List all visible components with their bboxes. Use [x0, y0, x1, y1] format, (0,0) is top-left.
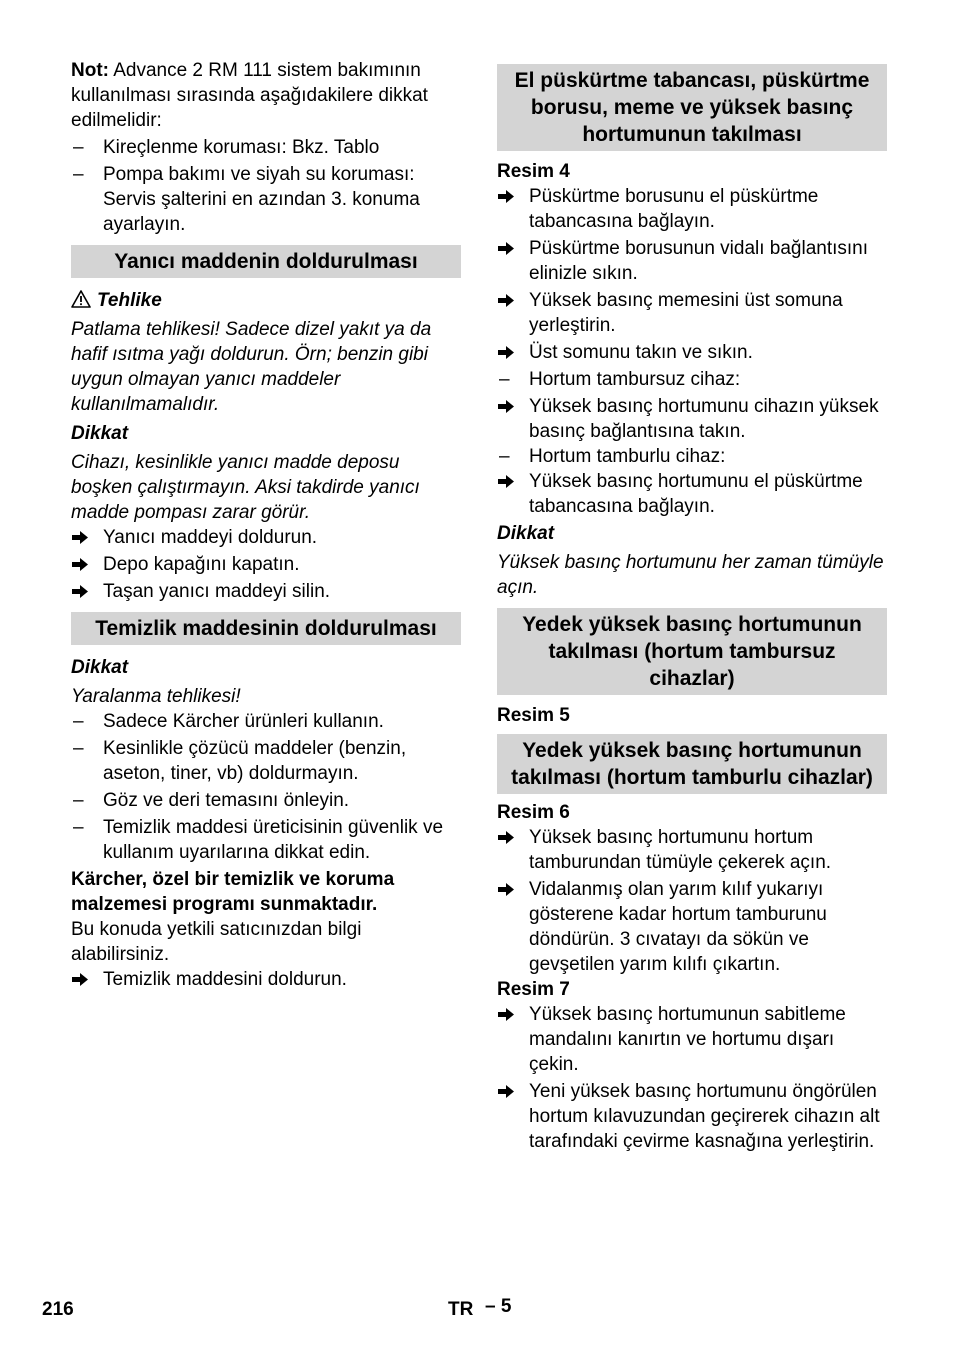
caution-text: Yaralanma tehlikesi! [71, 686, 241, 707]
list-item: – Kireçlenme koruması: Bkz. Tablo [73, 137, 380, 158]
list-item: Yüksek basınç hortumunu el püskürtme tabancasına bağlayın. [497, 469, 887, 519]
arrow-right-icon [497, 1079, 525, 1099]
caution-text: Cihazı, kesinlikle yanıcı madde deposu boşken çalıştırmayın. Aksi takdirde yanıcı madde pompası zarar görür. [71, 452, 420, 523]
list-item: Püskürtme borusunu el püskürtme tabancasına bağlayın. [497, 184, 887, 234]
left-column [71, 58, 461, 992]
caution-label: Dikkat [71, 657, 129, 678]
list-item: Depo kapağını kapatın. [71, 552, 461, 577]
list-item: – Kesinlikle çözücü maddeler (benzin, aseton, tiner, vb) doldurmayın. [73, 738, 407, 784]
note-label: Not: [71, 60, 109, 81]
section-page-ref: – 5 [485, 1296, 512, 1317]
list-item: Yüksek basınç hortumunu cihazın yüksek basınç bağlantısına takın. [497, 394, 887, 444]
list-item: Yüksek basınç hortumunun sabitleme mandalını kanırtın ve hortumu dışarı çekin. [497, 1002, 887, 1077]
arrow-right-icon [71, 579, 99, 599]
list-item: – Hortum tambursuz cihaz: [499, 369, 741, 390]
arrow-right-icon [497, 825, 525, 845]
list-item: Yanıcı maddeyi doldurun. [71, 525, 461, 550]
danger-text: Patlama tehlikesi! Sadece dizel yakıt ya da hafif ısıtma yağı doldurun. Örn; benzin gibi uygun olmayan yanıcı maddeler kullanılmamalıdır. [71, 319, 432, 415]
list-item: – Hortum tamburlu cihaz: [499, 446, 726, 467]
dash-bullet-icon: – [73, 738, 84, 759]
section-heading-spare-hose-reel: Yedek yüksek basınç hortumunun takılması (hortum tamburlu cihazlar) [497, 734, 887, 794]
section-heading-assembly: El püskürtme tabancası, püskürtme borusu, meme ve yüksek basınç hortumunun takılması [497, 64, 887, 151]
list-item: – Pompa bakımı ve siyah su koruması: Servis şalterini en azından 3. konuma ayarlayın. [73, 164, 420, 235]
dash-bullet-icon: – [73, 790, 84, 811]
list-item: – Sadece Kärcher ürünleri kullanın. [73, 711, 384, 732]
arrow-right-icon [497, 877, 525, 897]
dash-bullet-icon: – [499, 446, 510, 467]
list-item: Yüksek basınç hortumunu hortum tamburundan tümüyle çekerek açın. [497, 825, 887, 875]
page-number: 216 [42, 1299, 74, 1320]
arrow-right-icon [497, 236, 525, 256]
dash-bullet-icon: – [73, 817, 84, 838]
arrow-right-icon [497, 394, 525, 414]
dash-bullet-icon: – [499, 369, 510, 390]
language-code: TR [448, 1299, 474, 1320]
list-item: Yeni yüksek basınç hortumunu öngörülen hortum kılavuzundan geçirerek cihazın alt tarafındaki çevirme kasnağına yerleştirin. [497, 1079, 887, 1154]
figure-ref: Resim 6 [497, 802, 570, 823]
figure-ref: Resim 4 [497, 161, 570, 182]
list-item: Üst somunu takın ve sıkın. [497, 340, 887, 365]
arrow-right-icon [71, 967, 99, 987]
list-item: Temizlik maddesini doldurun. [71, 967, 461, 992]
arrow-right-icon [497, 340, 525, 360]
arrow-right-icon [71, 552, 99, 572]
dash-bullet-icon: – [73, 137, 84, 158]
arrow-right-icon [497, 288, 525, 308]
section-heading-cleaning-agent: Temizlik maddesinin doldurulması [71, 612, 461, 645]
list-item: Yüksek basınç memesini üst somuna yerleştirin. [497, 288, 887, 338]
danger-label-row [71, 288, 461, 313]
program-text: Bu konuda yetkili satıcınızdan bilgi alabilirsiniz. [71, 919, 362, 965]
figure-ref: Resim 7 [497, 979, 570, 1000]
note-paragraph [71, 58, 461, 133]
program-statement: Kärcher, özel bir temizlik ve koruma malzemesi programı sunmaktadır. [71, 869, 395, 915]
danger-label: Tehlike [97, 290, 162, 311]
caution-text: Yüksek basınç hortumunu her zaman tümüyle açın. [497, 552, 884, 598]
list-item: Taşan yanıcı maddeyi silin. [71, 579, 461, 604]
warning-triangle-icon [71, 290, 91, 308]
dash-bullet-icon: – [73, 711, 84, 732]
list-item: – Göz ve deri temasını önleyin. [73, 790, 350, 811]
arrow-right-icon [497, 184, 525, 204]
right-column [497, 64, 887, 1154]
section-heading-spare-hose-no-reel: Yedek yüksek basınç hortumunun takılması (hortum tambursuz cihazlar) [497, 608, 887, 695]
arrow-right-icon [71, 525, 99, 545]
dash-bullet-icon: – [73, 164, 84, 185]
arrow-right-icon [497, 469, 525, 489]
arrow-right-icon [497, 1002, 525, 1022]
section-heading-fuel: Yanıcı maddenin doldurulması [71, 245, 461, 278]
figure-ref: Resim 5 [497, 705, 570, 726]
list-item: – Temizlik maddesi üreticisinin güvenlik ve kullanım uyarılarına dikkat edin. [73, 817, 444, 863]
list-item: Vidalanmış olan yarım kılıf yukarıyı gösterene kadar hortum tamburunu döndürün. 3 cıvatayı da sökün ve gevşetilen yarım kılıfı çıkartın. [497, 877, 887, 977]
note-text: Advance 2 RM 111 sistem bakımının kullanılması sırasında aşağıdakilere dikkat edilmelidir: [71, 60, 428, 131]
caution-label: Dikkat [497, 523, 555, 544]
caution-label: Dikkat [71, 423, 129, 444]
list-item: Püskürtme borusunun vidalı bağlantısını elinizle sıkın. [497, 236, 887, 286]
